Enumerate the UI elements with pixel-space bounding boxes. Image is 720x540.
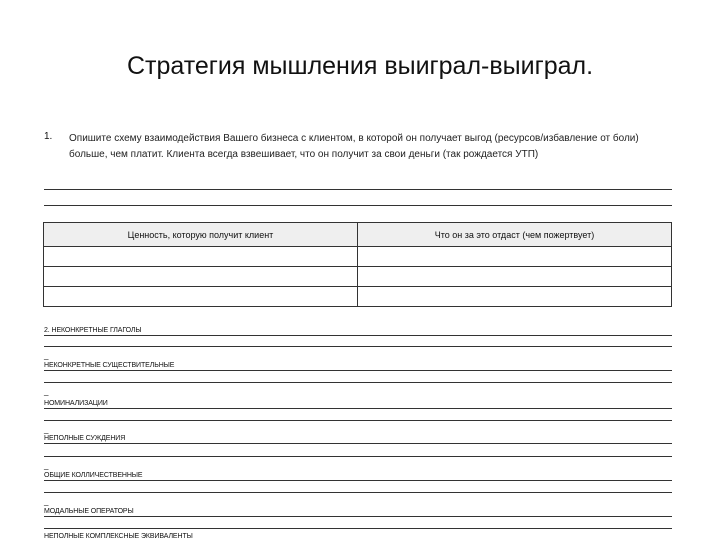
question-number: 1. <box>44 131 53 142</box>
table-cell[interactable] <box>44 267 358 287</box>
answer-line[interactable] <box>44 456 672 457</box>
table-row <box>44 247 672 267</box>
table-header-cost: Что он за это отдаст (чем пожертвует) <box>358 223 672 247</box>
answer-line[interactable] <box>44 382 672 383</box>
section-label: ОБЩИЕ КОЛЛИЧЕСТВЕННЫЕ <box>44 472 143 479</box>
answer-line[interactable] <box>44 335 672 336</box>
answer-line[interactable] <box>44 370 672 371</box>
table-header-value: Ценность, которую получит клиент <box>44 223 358 247</box>
answer-line[interactable] <box>44 528 672 529</box>
answer-line[interactable] <box>44 443 672 444</box>
dash-mark: _ <box>44 461 49 470</box>
table-cell[interactable] <box>358 287 672 307</box>
answer-line[interactable] <box>44 189 672 190</box>
table-row <box>44 287 672 307</box>
table-cell[interactable] <box>358 247 672 267</box>
section-label: НЕПОЛНЫЕ СУЖДЕНИЯ <box>44 435 126 442</box>
section-label: МОДАЛЬНЫЕ ОПЕРАТОРЫ <box>44 508 134 515</box>
answer-line[interactable] <box>44 480 672 481</box>
dash-mark: _ <box>44 497 49 506</box>
table-cell[interactable] <box>44 287 358 307</box>
table-cell[interactable] <box>44 247 358 267</box>
section-label: НЕПОЛНЫЕ КОМПЛЕКСНЫЕ ЭКВИВАЛЕНТЫ <box>44 533 193 540</box>
page-title: Стратегия мышления выиграл-выиграл. <box>126 52 594 80</box>
dash-mark: _ <box>44 425 49 434</box>
section-label: 2. НЕКОНКРЕТНЫЕ ГЛАГОЛЫ <box>44 327 142 334</box>
table-cell[interactable] <box>358 267 672 287</box>
answer-line[interactable] <box>44 205 672 206</box>
answer-line[interactable] <box>44 492 672 493</box>
answer-line[interactable] <box>44 408 672 409</box>
answer-line[interactable] <box>44 346 672 347</box>
section-label: НОМИНАЛИЗАЦИИ <box>44 400 108 407</box>
answer-line[interactable] <box>44 420 672 421</box>
table-row <box>44 267 672 287</box>
section-label: НЕКОНКРЕТНЫЕ СУЩЕСТВИТЕЛЬНЫЕ <box>44 362 175 369</box>
value-exchange-table <box>43 222 672 307</box>
dash-mark: _ <box>44 387 49 396</box>
dash-mark: _ <box>44 351 49 360</box>
question-text: Опишите схему взаимодействия Вашего бизнеса с клиентом, в которой он получает выгод (ресурсов/избавление от боли) больше, чем платит. Клиента всегда взвешивает, что он получит за свои деньги (так рождается УТП) <box>69 133 639 160</box>
answer-line[interactable] <box>44 516 672 517</box>
